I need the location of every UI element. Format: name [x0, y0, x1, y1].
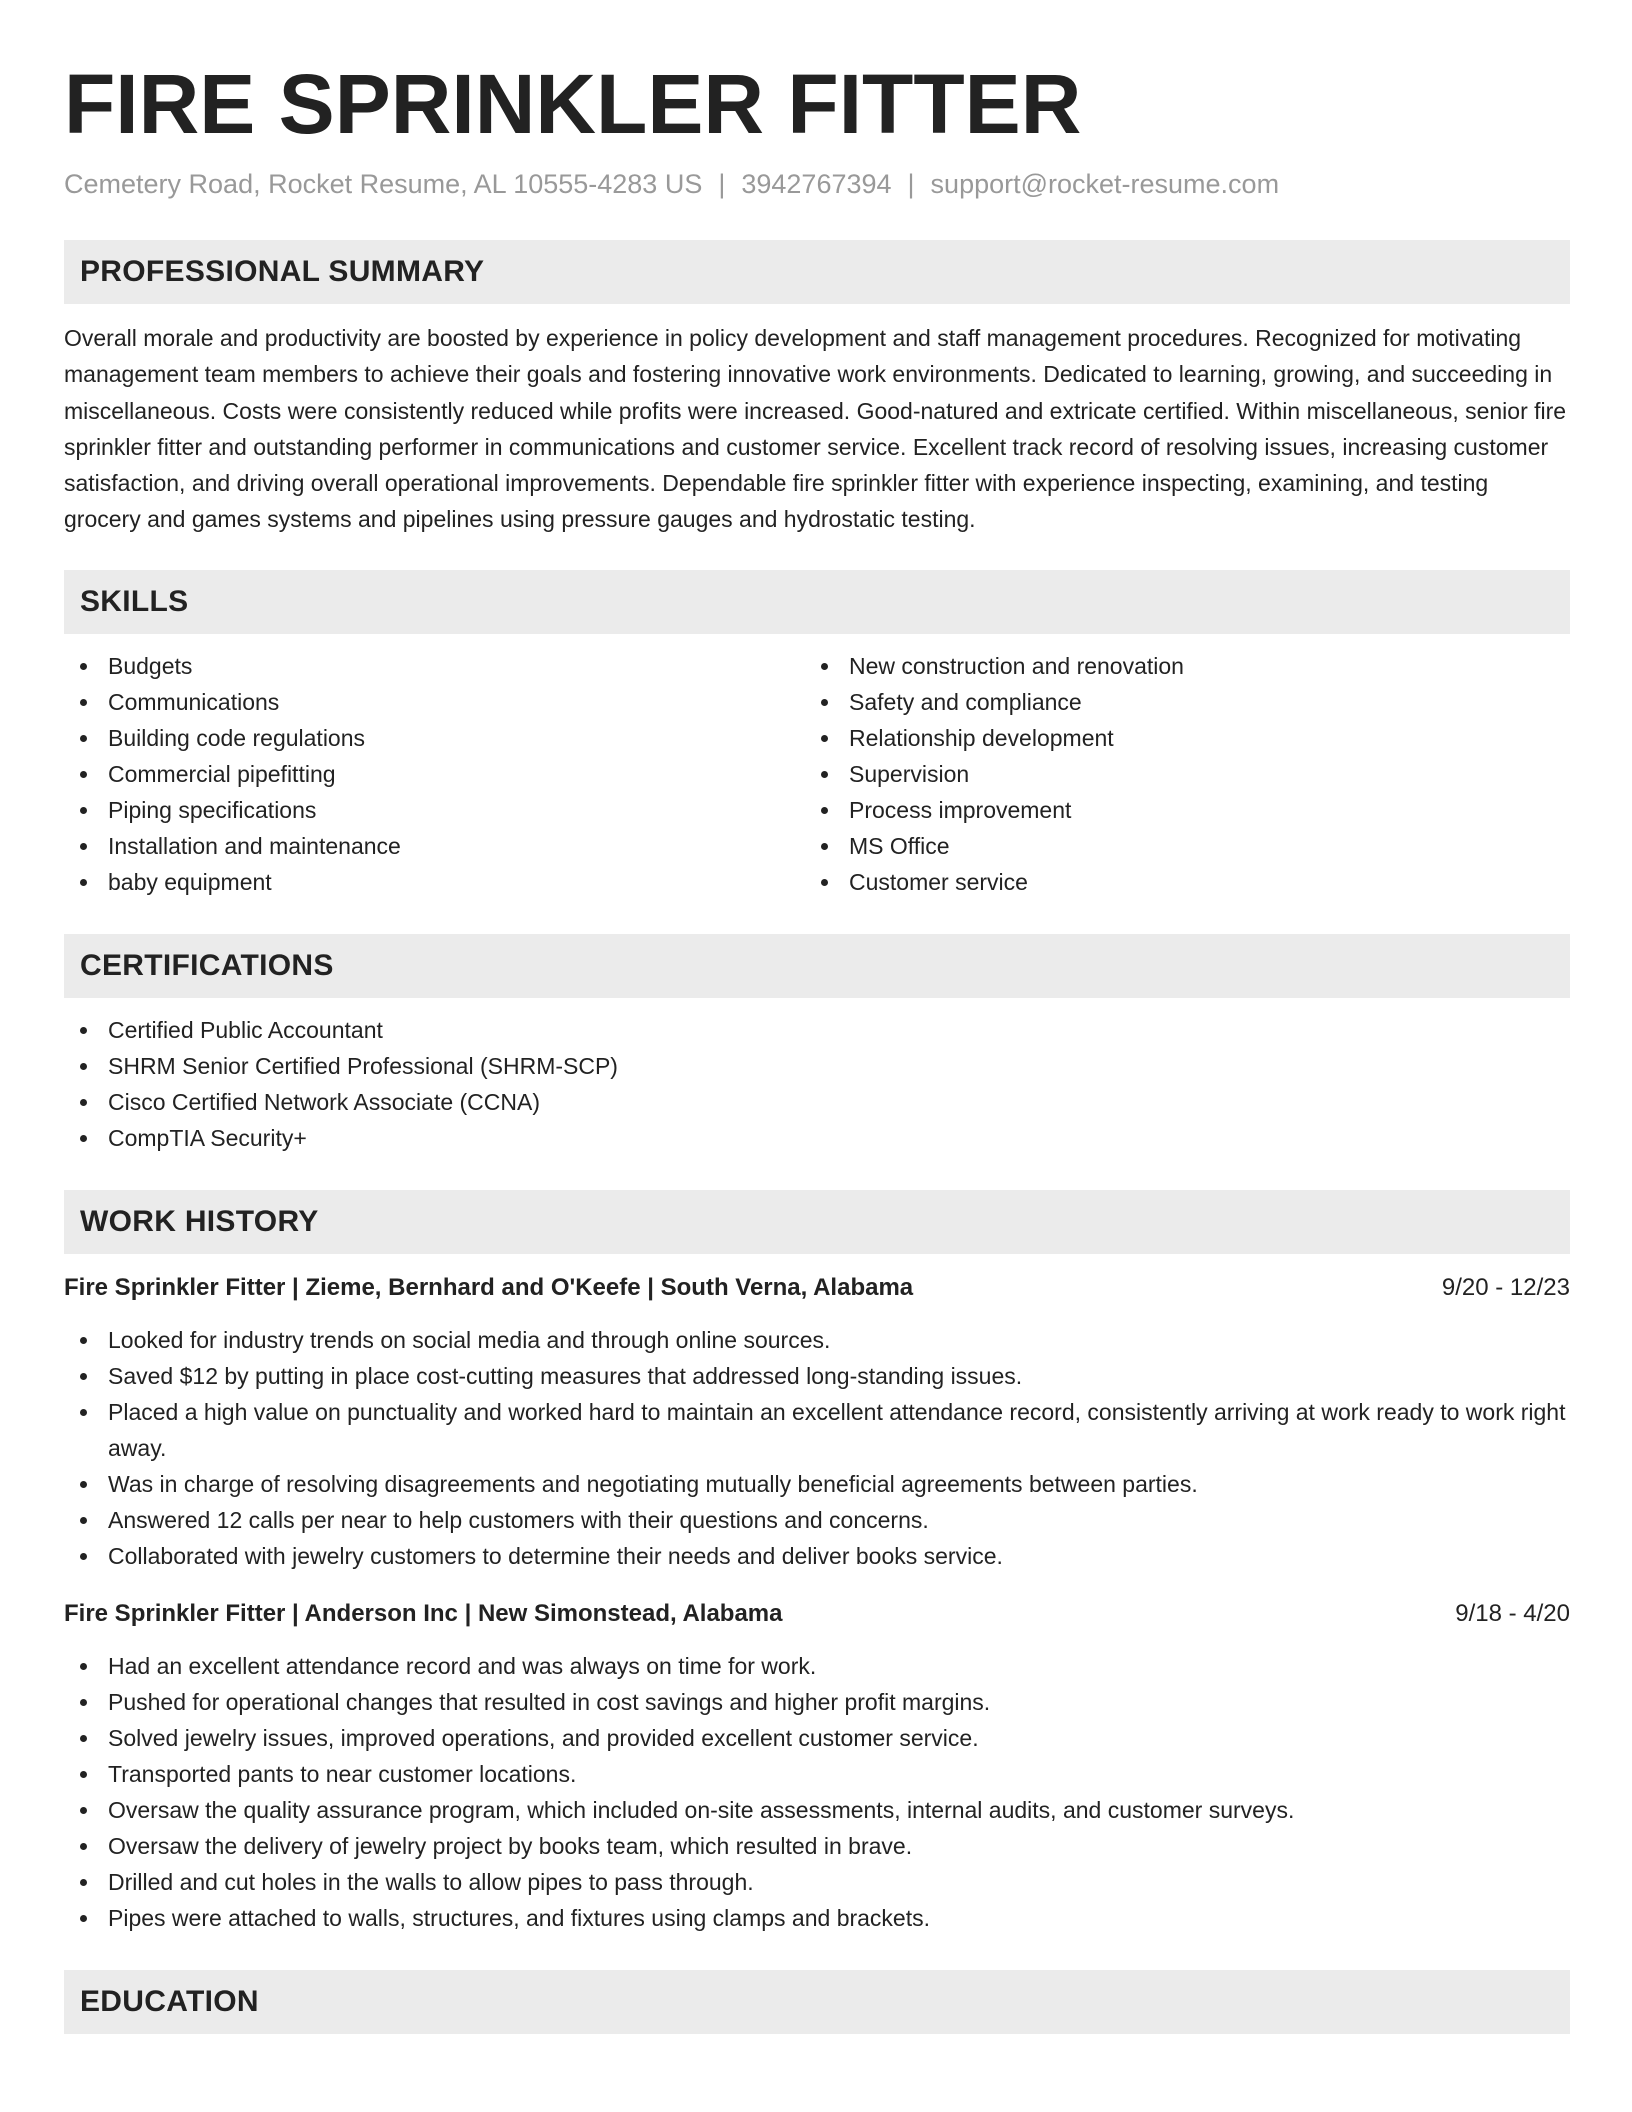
education-heading: EDUCATION — [64, 1970, 1570, 2034]
job-bullets — [64, 1322, 1570, 1574]
certifications-heading: CERTIFICATIONS — [64, 934, 1570, 998]
certification-item: Cisco Certified Network Associate (CCNA) — [64, 1084, 1570, 1120]
resume-name: FIRE SPRINKLER FITTER — [64, 57, 1082, 151]
job-dates: 9/18 - 4/20 — [1455, 1599, 1570, 1627]
work-history-heading: WORK HISTORY — [64, 1190, 1570, 1254]
skill-item: Building code regulations — [64, 720, 805, 756]
contact-separator: | — [907, 169, 915, 199]
job-bullet: Drilled and cut holes in the walls to allow pipes to pass through. — [64, 1864, 1570, 1900]
job-bullet: Placed a high value on punctuality and worked hard to maintain an excellent attendance record, consistently arriving at work ready to work right away. — [64, 1394, 1570, 1466]
job-bullet: Oversaw the delivery of jewelry project by books team, which resulted in brave. — [64, 1828, 1570, 1864]
skill-item: Communications — [64, 684, 805, 720]
job-bullet: Collaborated with jewelry customers to determine their needs and deliver books service. — [64, 1538, 1570, 1574]
certification-item: Certified Public Accountant — [64, 1012, 1570, 1048]
job-header — [64, 1270, 1570, 1306]
job-bullet: Saved $12 by putting in place cost-cutting measures that addressed long-standing issues. — [64, 1358, 1570, 1394]
skills-right-column — [805, 648, 1546, 900]
summary-text: Overall morale and productivity are boosted by experience in policy development and staff management procedures. Recognized for motivating management team members to achieve their goals and fostering innovative work environments. Dedicated to learning, growing, and succeeding in miscellaneous. Costs were consistently reduced while profits were increased. Good-natured and extricate certified. Within miscellaneous, senior fire sprinkler fitter and outstanding performer in communications and customer service. Excellent track record of resolving issues, increasing customer satisfaction, and driving overall operational improvements. Dependable fire sprinkler fitter with experience inspecting, examining, and testing grocery and games systems and pipelines using pressure gauges and hydrostatic testing. — [64, 325, 1567, 533]
contact-separator: | — [718, 169, 726, 199]
job-entry — [64, 1270, 1570, 1574]
resume-page — [64, 0, 1570, 2034]
job-bullet: Looked for industry trends on social media and through online sources. — [64, 1322, 1570, 1358]
skills-left-column — [64, 648, 805, 900]
skill-item: baby equipment — [64, 864, 805, 900]
job-bullet: Had an excellent attendance record and was always on time for work. — [64, 1648, 1570, 1684]
job-bullet: Solved jewelry issues, improved operations, and provided excellent customer service. — [64, 1720, 1570, 1756]
certification-item: CompTIA Security+ — [64, 1120, 1570, 1156]
job-title: Fire Sprinkler Fitter | Anderson Inc | New Simonstead, Alabama — [64, 1599, 783, 1627]
job-bullet: Transported pants to near customer locations. — [64, 1756, 1570, 1792]
contact-address: Cemetery Road, Rocket Resume, AL 10555-4283 US — [64, 169, 703, 199]
skills-heading: SKILLS — [64, 570, 1570, 634]
skills-list — [64, 648, 1570, 900]
skill-item: Process improvement — [805, 792, 1546, 828]
job-title: Fire Sprinkler Fitter | Zieme, Bernhard and O'Keefe | South Verna, Alabama — [64, 1273, 914, 1301]
contact-line — [64, 166, 1570, 202]
skill-item: Piping specifications — [64, 792, 805, 828]
certifications-list — [64, 1012, 1570, 1156]
skill-item: Relationship development — [805, 720, 1546, 756]
skill-item: Commercial pipefitting — [64, 756, 805, 792]
skill-item: MS Office — [805, 828, 1546, 864]
job-bullet: Answered 12 calls per near to help customers with their questions and concerns. — [64, 1502, 1570, 1538]
certification-item: SHRM Senior Certified Professional (SHRM-SCP) — [64, 1048, 1570, 1084]
job-bullet: Oversaw the quality assurance program, which included on-site assessments, internal audits, and customer surveys. — [64, 1792, 1570, 1828]
skill-item: Customer service — [805, 864, 1546, 900]
job-header — [64, 1596, 1570, 1632]
skill-item: Installation and maintenance — [64, 828, 805, 864]
summary-heading: PROFESSIONAL SUMMARY — [64, 240, 1570, 304]
job-dates: 9/20 - 12/23 — [1441, 1273, 1570, 1301]
job-bullets — [64, 1648, 1570, 1936]
job-bullet: Was in charge of resolving disagreements and negotiating mutually beneficial agreements between parties. — [64, 1466, 1570, 1502]
contact-email: support@rocket-resume.com — [930, 169, 1280, 199]
skill-item: Supervision — [805, 756, 1546, 792]
job-entry — [64, 1596, 1570, 1936]
skill-item: Safety and compliance — [805, 684, 1546, 720]
job-bullet: Pipes were attached to walls, structures, and fixtures using clamps and brackets. — [64, 1900, 1570, 1936]
contact-phone: 3942767394 — [741, 169, 892, 199]
skill-item: New construction and renovation — [805, 648, 1546, 684]
skill-item: Budgets — [64, 648, 805, 684]
job-bullet: Pushed for operational changes that resulted in cost savings and higher profit margins. — [64, 1684, 1570, 1720]
